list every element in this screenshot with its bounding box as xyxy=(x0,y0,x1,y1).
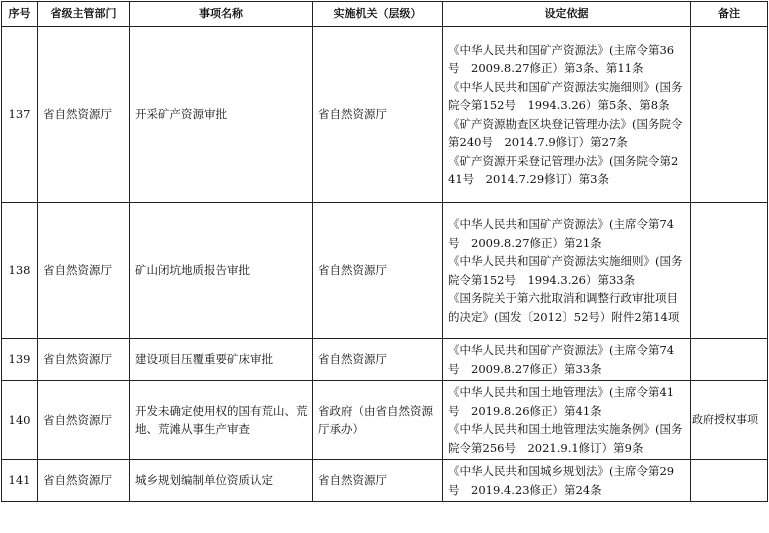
basis-line: 《中华人民共和国矿产资源法》(主席令第74号 2009.8.27修正）第33条 xyxy=(448,343,675,376)
row-note xyxy=(691,203,768,339)
header-org: 实施机关（层级） xyxy=(313,2,443,27)
row-basis xyxy=(443,460,691,502)
row-org: 省自然资源厅 xyxy=(313,203,443,339)
basis-line: 《矿产资源勘查区块登记管理办法》(国务院令第240号 2014.7.9修订）第27条 xyxy=(448,116,683,149)
table-row xyxy=(2,203,768,339)
row-org: 省自然资源厅 xyxy=(313,27,443,203)
table-row xyxy=(2,27,768,203)
row-item-name: 城乡规划编制单位资质认定 xyxy=(130,460,313,502)
basis-line: 《国务院关于第六批取消和调整行政审批项目的决定》(国发〔2012〕52号）附件2第14项 xyxy=(448,291,680,324)
header-basis: 设定依据 xyxy=(443,2,691,27)
header-row xyxy=(2,2,768,27)
basis-line: 《中华人民共和国土地管理法》(主席令第41号 2019.8.26修正）第41条 xyxy=(448,385,675,418)
row-note xyxy=(691,460,768,502)
header-no: 序号 xyxy=(2,2,38,27)
row-no: 139 xyxy=(2,339,38,381)
basis-line: 《中华人民共和国土地管理法实施条例》(国务院令第256号 2021.9.1修订）第9条 xyxy=(448,422,683,455)
header-note: 备注 xyxy=(691,2,768,27)
row-dept: 省自然资源厅 xyxy=(38,27,130,203)
row-basis xyxy=(443,381,691,460)
header-name: 事项名称 xyxy=(130,2,313,27)
row-basis xyxy=(443,339,691,381)
basis-line: 《中华人民共和国矿产资源法实施细则》(国务院令第152号 1994.3.26）第5条、第8条 xyxy=(448,79,683,112)
row-dept: 省自然资源厅 xyxy=(38,460,130,502)
row-no: 138 xyxy=(2,203,38,339)
row-no: 140 xyxy=(2,381,38,460)
row-note xyxy=(691,339,768,381)
table-row xyxy=(2,339,768,381)
row-no: 137 xyxy=(2,27,38,203)
row-basis xyxy=(443,203,691,339)
row-note: 政府授权事项 xyxy=(691,381,768,460)
basis-line: 《矿产资源开采登记管理办法》(国务院令第241号 2014.7.29修订）第3条 xyxy=(448,153,679,186)
header-dept: 省级主管部门 xyxy=(38,2,130,27)
row-dept: 省自然资源厅 xyxy=(38,381,130,460)
basis-line: 《中华人民共和国矿产资源法》(主席令第74号 2009.8.27修正）第21条 xyxy=(448,217,675,250)
row-item-name: 开采矿产资源审批 xyxy=(130,27,313,203)
row-org: 省政府（由省自然资源厅承办） xyxy=(313,381,443,460)
row-item-name: 开发未确定使用权的国有荒山、荒地、荒滩从事生产审查 xyxy=(130,381,313,460)
row-org: 省自然资源厅 xyxy=(313,339,443,381)
items-table xyxy=(1,1,768,502)
row-org: 省自然资源厅 xyxy=(313,460,443,502)
row-dept: 省自然资源厅 xyxy=(38,203,130,339)
row-no: 141 xyxy=(2,460,38,502)
table-row xyxy=(2,460,768,502)
basis-line: 《中华人民共和国矿产资源法》(主席令第36号 2009.8.27修正）第3条、第11条 xyxy=(448,42,675,75)
row-note xyxy=(691,27,768,203)
row-item-name: 矿山闭坑地质报告审批 xyxy=(130,203,313,339)
basis-line: 《中华人民共和国矿产资源法实施细则》(国务院令第152号 1994.3.26）第33条 xyxy=(448,254,683,287)
table-row xyxy=(2,381,768,460)
basis-line: 《中华人民共和国城乡规划法》(主席令第29号 2019.4.23修正）第24条 xyxy=(448,464,675,497)
row-dept: 省自然资源厅 xyxy=(38,339,130,381)
row-basis xyxy=(443,27,691,203)
row-item-name: 建设项目压覆重要矿床审批 xyxy=(130,339,313,381)
